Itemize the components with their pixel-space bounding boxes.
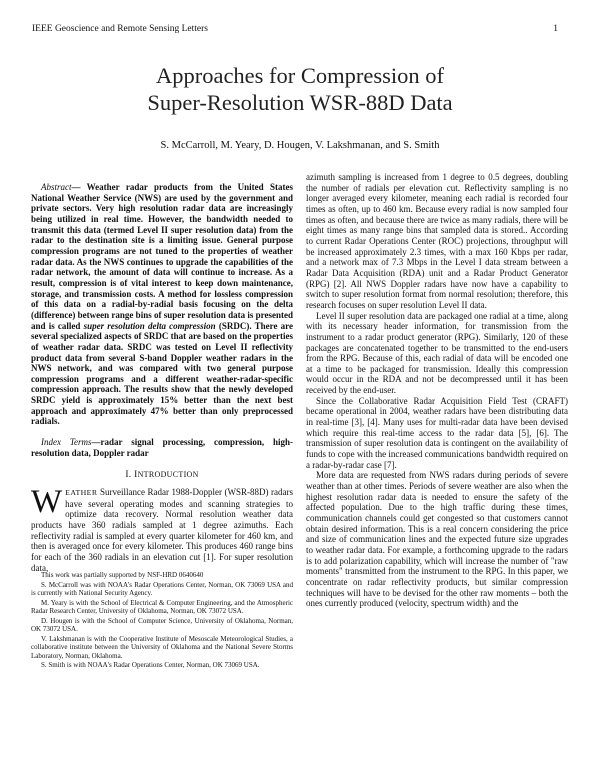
footnote-author-5: S. Smith is with NOAA's Radar Operations Center, Norman, OK 73069 USA.	[41, 661, 260, 670]
section-heading-introduction	[31, 470, 293, 481]
index-terms	[31, 437, 293, 458]
section-heading-first-letter: I	[134, 470, 138, 481]
body-paragraph-craft: Since the Collaborative Radar Acquisition Field Test (CRAFT) became operational in 2004, weather radars have been distributing data in real-time [3], [4]. Many uses for multi-radar data have been devised which require this real-time access to the radar data [5], [6]. The transmission of super resolution data is contingent on the availability of funds to cope with the increased communications bandwidth required on a radar-by-radar case [7].	[306, 395, 568, 470]
footnotes	[31, 571, 293, 671]
abstract-emphasis: super resolution delta compression	[83, 320, 216, 331]
page-number: 1	[553, 24, 558, 34]
title-line-1: Approaches for Compression of	[155, 63, 445, 88]
introduction-paragraph-1-text: Surveillance Radar 1988-Doppler (WSR-88D) radars have several operating modes and scanning strategies to optimize data recovery. Normal resolution weather data products have 360 radials sampled at 1 degree azimuths. Each reflectivity radial is sampled at every quarter kilometer for 460 km, and then is averaged once for every kilometer. This produces 460 range bins for each of the 360 radials in an elevation cut [1]. For super resolution data,	[31, 487, 293, 573]
small-caps-word: EATHER	[65, 488, 98, 498]
introduction-paragraph-1	[31, 484, 293, 573]
right-column	[306, 172, 568, 609]
abstract	[31, 182, 293, 427]
author-list: S. McCarroll, M. Yeary, D. Hougen, V. Lakshmanan, and S. Smith	[160, 140, 440, 151]
running-header-journal: IEEE Geoscience and Remote Sensing Letters	[32, 24, 208, 34]
section-heading-rest: NTRODUCTION	[137, 470, 199, 480]
drop-cap: W	[31, 484, 63, 521]
footnote-author-3: D. Hougen is with the School of Computer Science, University of Oklahoma, Norman, OK 73072 USA.	[31, 616, 293, 634]
title-line-2: Super-Resolution WSR-88D Data	[147, 90, 453, 115]
index-terms-dash: —	[91, 437, 101, 448]
abstract-text-2: (SRDC). There are several specialized aspects of SRDC that are based on the properties of weather radar data. SRDC was tested on Level II reflectivity product data from several S-band Doppler weather radars in the NWS network, and was compared with two general purpose compression programs and a different weather-radar-specific compression approach. The results show that the newly developed SRDC yield is approximately 15% better than the next best approach and approximately 47% better than only preprocessed radials.	[31, 320, 294, 427]
footnote-author-1: S. McCarroll was with NOAA's Radar Operations Center, Norman, OK 73069 USA and is currently with National Security Agency.	[31, 580, 293, 598]
paper-title	[0, 62, 600, 116]
index-terms-label: Index Terms	[41, 437, 92, 448]
footnote-author-2: M. Yeary is with the School of Electrical & Computer Engineering, and the Atmospheric Radar Research Center, University of Oklahoma, Norman, OK 73072 USA.	[31, 598, 293, 616]
section-numeral: I.	[125, 470, 132, 481]
footnote-funding: This work was partially supported by NSF-HRD 0640640	[41, 571, 204, 579]
abstract-text-1: Weather radar products from the United States National Weather Service (NWS) are used by the government and private sectors. Very high resolution radar data are increasingly being utilized in real time. However, the bandwidth needed to transmit this data (termed Level II super resolution data) from the radar to the destination site is a limiting issue. General purpose compression programs are not tuned to the properties of weather radar data. As the NWS continues to upgrade the capabilities of the radar network, the amount of data will continue to increase. As a result, compression is of vital interest to keep down maintenance, storage, and transmission costs. A method for lossless compression of this data on a radial-by-radial basis focusing on the delta (difference) between range bins of super resolution data is presented and is called	[31, 182, 293, 331]
abstract-dash: —	[71, 182, 87, 192]
body-paragraph-severe-weather: More data are requested from NWS radars during periods of severe weather than at other times. Periods of severe weather are also when the highest resolution radar data is needed to ensure the safety of the affected population. Due to the high traffic during these times, communication channels could get congested so that customers cannot obtain desired information. This is a real concern considering the price and size of communication lines and the expected future size upgrades to weather radar data. For example, a forthcoming upgrade to the radars is to add polarization capability, which will increase the number of "raw moments" transmitted from the instrument to the RPG. In this paper, we concentrate on radar reflectivity products, but similar compression techniques will have to be devised for the other raw moments – both the ones currently produced (velocity, spectrum width) and the	[306, 470, 568, 609]
left-column	[31, 172, 293, 573]
abstract-label: Abstract	[41, 182, 72, 192]
index-terms-text: radar signal processing, compression, high-resolution data, Doppler radar	[31, 437, 293, 458]
body-paragraph-level-ii: Level II super resolution data are packaged one radial at a time, along with its necessary header information, for transmission from the instrument to a radar product generator (RPG). Similarly, 120 of these packages are concatenated together to be transmitted to the end-users from the RPG. Because of this, each radial of data will be encoded one at a time to be packaged for transmission. Ideally this compression would occur in the RDA and not be decompressed until it has been received by the end-user.	[306, 310, 568, 396]
footnote-author-4: V. Lakshmanan is with the Cooperative Institute of Mesoscale Meteorological Studies, a collaborative institute between the University of Oklahoma and the National Severe Storms Laboratory, Norman, Oklahoma.	[31, 635, 293, 660]
body-paragraph-continued: azimuth sampling is increased from 1 degree to 0.5 degrees, doubling the number of radials per elevation cut. Reflectivity sampling is no longer averaged every kilometer, meaning each radial is recorded four times as often, up to 460 km. Because every radial is now sampled four times as often, and because there are twice as many radials, there will be eight times as many range bins that sampled data is stored.. According to current Radar Operations Center (ROC) projections, throughput will be increased approximately 2.3 times, with a max 160 Kbps per radar, and a network max of 7.3 Mbps in the Level I data stream between a Radar Data Acquisition (RDA) unit and a Radar Product Generator (RPG) [2]. All NWS Doppler radars have now have a capability to switch to super resolution format from normal resolution; therefore, this research focuses on super resolution Level II data.	[306, 172, 568, 310]
